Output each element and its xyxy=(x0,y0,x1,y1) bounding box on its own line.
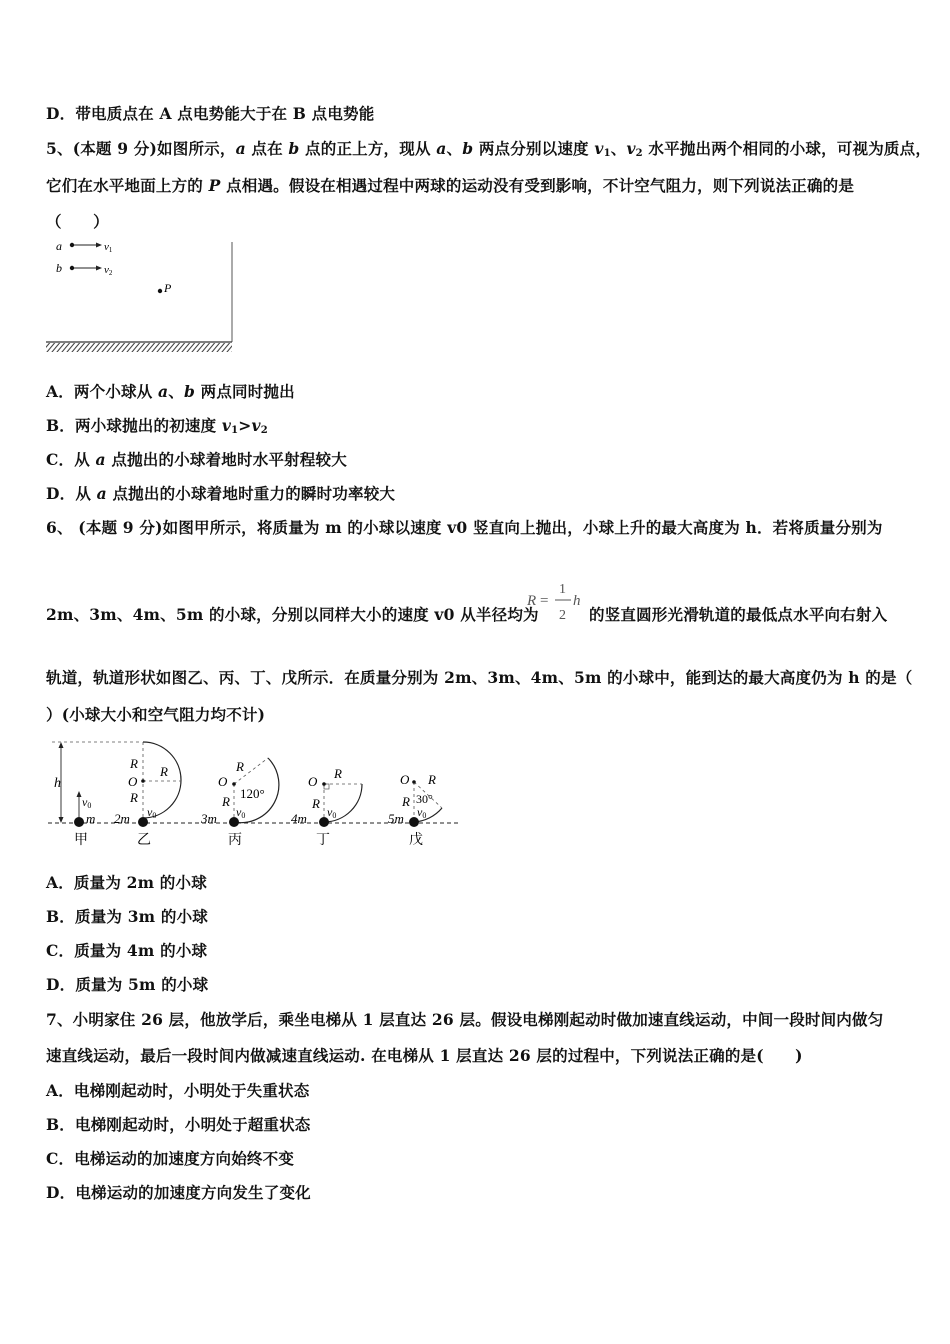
q5-text: 点的正上方，现从 xyxy=(299,139,437,158)
q6-wu-angle: 30° xyxy=(416,792,433,806)
q6-bing-v0: v0 xyxy=(236,805,246,820)
q6-stem-line4: ）(小球大小和空气阻力均不计) xyxy=(46,705,266,724)
q5-option-b: B．两小球抛出的初速度 $v_1>v_2$ xyxy=(46,416,268,436)
q6-label-h: h xyxy=(54,776,61,791)
q7-option-d: D．电梯运动的加速度方向发生了变化 xyxy=(46,1183,311,1202)
q6-jia-caption: 甲 xyxy=(74,833,88,848)
q5-score: (本题 9 分) xyxy=(72,139,158,158)
q6-formula-r: R xyxy=(527,593,537,609)
q6-yi-v0: v0 xyxy=(147,805,157,820)
q5-fig-label-p: P xyxy=(164,281,172,295)
q6-formula-h: h xyxy=(573,593,581,609)
q5-sub-1: 1 xyxy=(603,148,611,159)
q5-point-b xyxy=(70,266,74,270)
q5-var-b: b xyxy=(462,139,474,158)
q6-bing-angle: 120° xyxy=(240,786,265,801)
q6-yi-mass: 2m xyxy=(114,811,130,826)
q6-formula xyxy=(525,576,587,628)
q6-height-arrowhead-top xyxy=(59,742,64,748)
q6-wu-r2: R xyxy=(402,794,410,809)
q4-option-d-label: D． xyxy=(46,104,76,123)
q6-formula-eq: = xyxy=(540,593,549,609)
q6-wu-center xyxy=(412,780,416,784)
q5-var-v1: v xyxy=(594,139,604,158)
q5-stem-line1 xyxy=(46,137,931,159)
q6-wu-o: O xyxy=(400,772,410,787)
q6-ding-v0: v0 xyxy=(327,805,337,820)
q6-ding-mass: 4m xyxy=(291,811,307,826)
q5-arrowhead-v2 xyxy=(96,266,102,271)
q5-text: 点在 xyxy=(245,139,289,158)
q6-bing-r1: R xyxy=(236,759,244,774)
q5-arrowhead-v1 xyxy=(96,243,102,248)
q6-yi-o: O xyxy=(128,774,138,789)
q7-option-c: C．电梯运动的加速度方向始终不变 xyxy=(46,1149,295,1168)
q6-stem-line3: 轨道，轨道形状如图乙、丙、丁、戊所示．在质量分别为 2m、3m、4m、5m 的小球中，能到达的最大高度仍为 h 的是（ xyxy=(46,668,913,687)
q5-text: 两点分别以速度 xyxy=(473,139,595,158)
q6-bing-mass: 3m xyxy=(201,811,217,826)
q6-jia-v0-label: v0 xyxy=(82,795,92,810)
q5-answer-paren: （ ） xyxy=(46,212,109,231)
q5-var-v2: v xyxy=(626,139,636,158)
q6-option-a: A．质量为 2m 的小球 xyxy=(46,873,207,892)
q5-ground-hatch xyxy=(46,343,232,352)
q5-point-p xyxy=(158,289,162,293)
q4-option-d-text: 带电质点在 A 点电势能大于在 B 点电势能 xyxy=(75,104,375,123)
q5-sub-2: 2 xyxy=(635,148,643,159)
q6-ding-caption: 丁 xyxy=(316,833,330,848)
q6-stem-line2a: 2m、3m、4m、5m 的小球，分别以同样大小的速度 v0 从半径均为 xyxy=(46,605,539,624)
q5-text: 点相遇。假设在相遇过程中两球的运动没有受到影响，不计空气阻力，则下列说法正确的是 xyxy=(220,176,855,195)
q5-number: 5、 xyxy=(46,139,73,158)
q5-fig-label-v2: v2 xyxy=(104,264,113,277)
q6-ding-r1: R xyxy=(334,766,342,781)
q6-yi-r3: R xyxy=(160,764,168,779)
q5-text: 、 xyxy=(446,139,463,158)
q6-yi-r2: R xyxy=(130,790,138,805)
q5-option-a: A．两个小球从 a、b 两点同时抛出 xyxy=(46,382,295,401)
q5-fig-label-b: b xyxy=(56,261,62,275)
q7-option-a: A．电梯刚起动时，小明处于失重状态 xyxy=(46,1081,310,1100)
q6-formula-den: 2 xyxy=(559,608,566,623)
q6-figure xyxy=(44,736,464,856)
q5-figure xyxy=(44,234,239,359)
q5-stem-line2 xyxy=(46,174,854,196)
q7-stem-line1: 7、小明家住 26 层，他放学后，乘坐电梯从 1 层直达 26 层。假设电梯刚起动时做加速直线运动，中间一段时间内做匀 xyxy=(46,1010,884,1029)
q6-bing-caption: 丙 xyxy=(228,833,242,848)
q6-yi-center xyxy=(141,779,145,783)
q5-text: 如图所示， xyxy=(157,139,236,158)
q6-yi-caption: 乙 xyxy=(137,833,151,848)
q5-fig-label-v1: v1 xyxy=(104,241,113,254)
q6-ding-center xyxy=(322,782,326,786)
q6-formula-num: 1 xyxy=(559,582,566,597)
q6-option-d: D．质量为 5m 的小球 xyxy=(46,975,209,994)
q6-jia-v0-arrowhead xyxy=(77,791,82,797)
q6-wu-v0: v0 xyxy=(417,805,427,820)
q6-stem-line1: 6、 (本题 9 分)如图甲所示，将质量为 m 的小球以速度 v0 竖直向上抛出，小球上升的最大高度为 h．若将质量分别为 xyxy=(46,518,883,537)
q6-yi-r1: R xyxy=(130,756,138,771)
q5-var-a: a xyxy=(436,139,447,158)
q4-option-d xyxy=(46,102,374,124)
q7-option-b: B．电梯刚起动时，小明处于超重状态 xyxy=(46,1115,311,1134)
q5-option-d: D．从 a 点抛出的小球着地时重力的瞬时功率较大 xyxy=(46,484,396,503)
q6-bing-o: O xyxy=(218,774,228,789)
q6-stem-line2b: 的竖直圆形光滑轨道的最低点水平向右射入 xyxy=(589,605,888,624)
q5-var-p: P xyxy=(208,176,221,195)
q6-ding-r2: R xyxy=(312,796,320,811)
q6-wu-r1: R xyxy=(428,772,436,787)
q6-ding-o: O xyxy=(308,774,318,789)
q5-var-a: a xyxy=(235,139,246,158)
q5-text: 水平抛出两个相同的小球，可视为质点， xyxy=(642,139,932,158)
q5-text: 、 xyxy=(610,139,627,158)
q6-option-b: B．质量为 3m 的小球 xyxy=(46,907,208,926)
q6-option-c: C．质量为 4m 的小球 xyxy=(46,941,208,960)
q5-text: 它们在水平地面上方的 xyxy=(46,176,209,195)
q6-bing-center xyxy=(232,782,236,786)
q7-stem-line2: 速直线运动，最后一段时间内做减速直线运动. 在电梯从 1 层直达 26 层的过程中，下列说法正确的是( ) xyxy=(46,1046,803,1065)
q6-bing-r2: R xyxy=(222,794,230,809)
q6-jia-ball xyxy=(74,817,84,827)
q5-fig-label-a: a xyxy=(56,239,62,253)
q5-option-c: C．从 a 点抛出的小球着地时水平射程较大 xyxy=(46,450,347,469)
q6-height-arrowhead-bottom xyxy=(59,817,64,823)
q5-var-b: b xyxy=(288,139,300,158)
q6-jia-mass: m xyxy=(86,811,96,826)
q6-wu-mass: 5m xyxy=(388,811,404,826)
q6-wu-caption: 戊 xyxy=(409,833,423,848)
q5-point-a xyxy=(70,243,74,247)
